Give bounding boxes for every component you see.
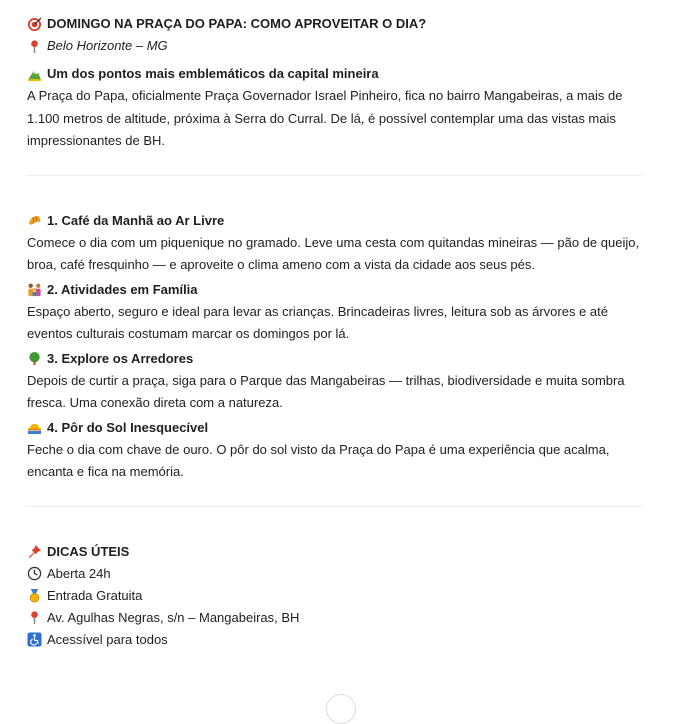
croissant-icon <box>27 213 42 228</box>
medal-icon <box>27 588 42 603</box>
tip-item <box>27 563 642 585</box>
tip-text: Aberta 24h <box>47 565 111 581</box>
section-text: Espaço aberto, seguro e ideal para levar as crianças. Brincadeiras livres, leitura sob as árvores e até eventos culturais costumam marcar os domingos por lá. <box>27 303 608 341</box>
family-icon <box>27 282 42 297</box>
tip-item <box>27 607 642 629</box>
location-text: Belo Horizonte – MG <box>47 38 168 53</box>
tree-icon <box>27 351 42 366</box>
pin-icon <box>27 39 42 54</box>
post-title: DOMINGO NA PRAÇA DO PAPA: COMO APROVEITAR O DIA? <box>47 16 427 31</box>
section-text: Depois de curtir a praça, siga para o Parque das Mangabeiras — trilhas, biodiversidade e muita sombra fresca. Uma conexão direta com a natureza. <box>27 372 625 410</box>
intro-text: A Praça do Papa, oficialmente Praça Governador Israel Pinheiro, fica no bairro Mangabeiras, a mais de 1.100 metros de altitude, próxima à Serra do Curral. De lá, é possível contemplar uma das vistas mais impressionantes de BH. <box>27 88 623 148</box>
section-text: Comece o dia com um piquenique no gramado. Leve uma cesta com quitandas mineiras — pão de queijo, broa, café fresquinho — e aproveite o clima ameno com a vista da cidade aos seus pés. <box>27 234 640 272</box>
location-row <box>27 35 642 57</box>
intro-heading-row <box>27 63 642 85</box>
tip-item <box>27 629 642 651</box>
section-heading-row <box>27 279 642 301</box>
section-heading-row <box>27 348 642 370</box>
section-heading-row <box>27 417 642 439</box>
pushpin-icon <box>27 544 42 559</box>
spacer <box>27 484 642 506</box>
tip-text: Entrada Gratuita <box>47 587 143 603</box>
tips-heading: DICAS ÚTEIS <box>47 543 130 559</box>
section-heading-row <box>27 210 642 232</box>
post-title-row <box>27 13 642 35</box>
target-icon <box>27 17 42 32</box>
scroll-down-button[interactable] <box>326 694 356 724</box>
section-title: 3. Explore os Arredores <box>47 350 194 366</box>
tip-item <box>27 585 642 607</box>
wheelchair-icon <box>27 632 42 647</box>
spacer <box>27 507 642 541</box>
tips-heading-row <box>27 541 642 563</box>
tip-text: Acessível para todos <box>47 631 168 647</box>
clock-icon <box>27 566 42 581</box>
section-title: 2. Atividades em Família <box>47 281 198 297</box>
section-title: 4. Pôr do Sol Inesquecível <box>47 419 209 435</box>
sunset-icon <box>27 420 42 435</box>
section-title: 1. Café da Manhã ao Ar Livre <box>47 212 225 228</box>
spacer <box>27 176 642 210</box>
spacer <box>27 153 642 175</box>
intro-heading: Um dos pontos mais emblemáticos da capital mineira <box>47 66 379 81</box>
chat-message <box>27 13 642 651</box>
section-text: Feche o dia com chave de ouro. O pôr do sol visto da Praça do Papa é uma experiência que acalma, encanta e fica na memória. <box>27 441 610 479</box>
pin-icon <box>27 610 42 625</box>
tip-text: Av. Agulhas Negras, s/n – Mangabeiras, BH <box>47 609 300 625</box>
mountain-icon <box>27 67 42 82</box>
